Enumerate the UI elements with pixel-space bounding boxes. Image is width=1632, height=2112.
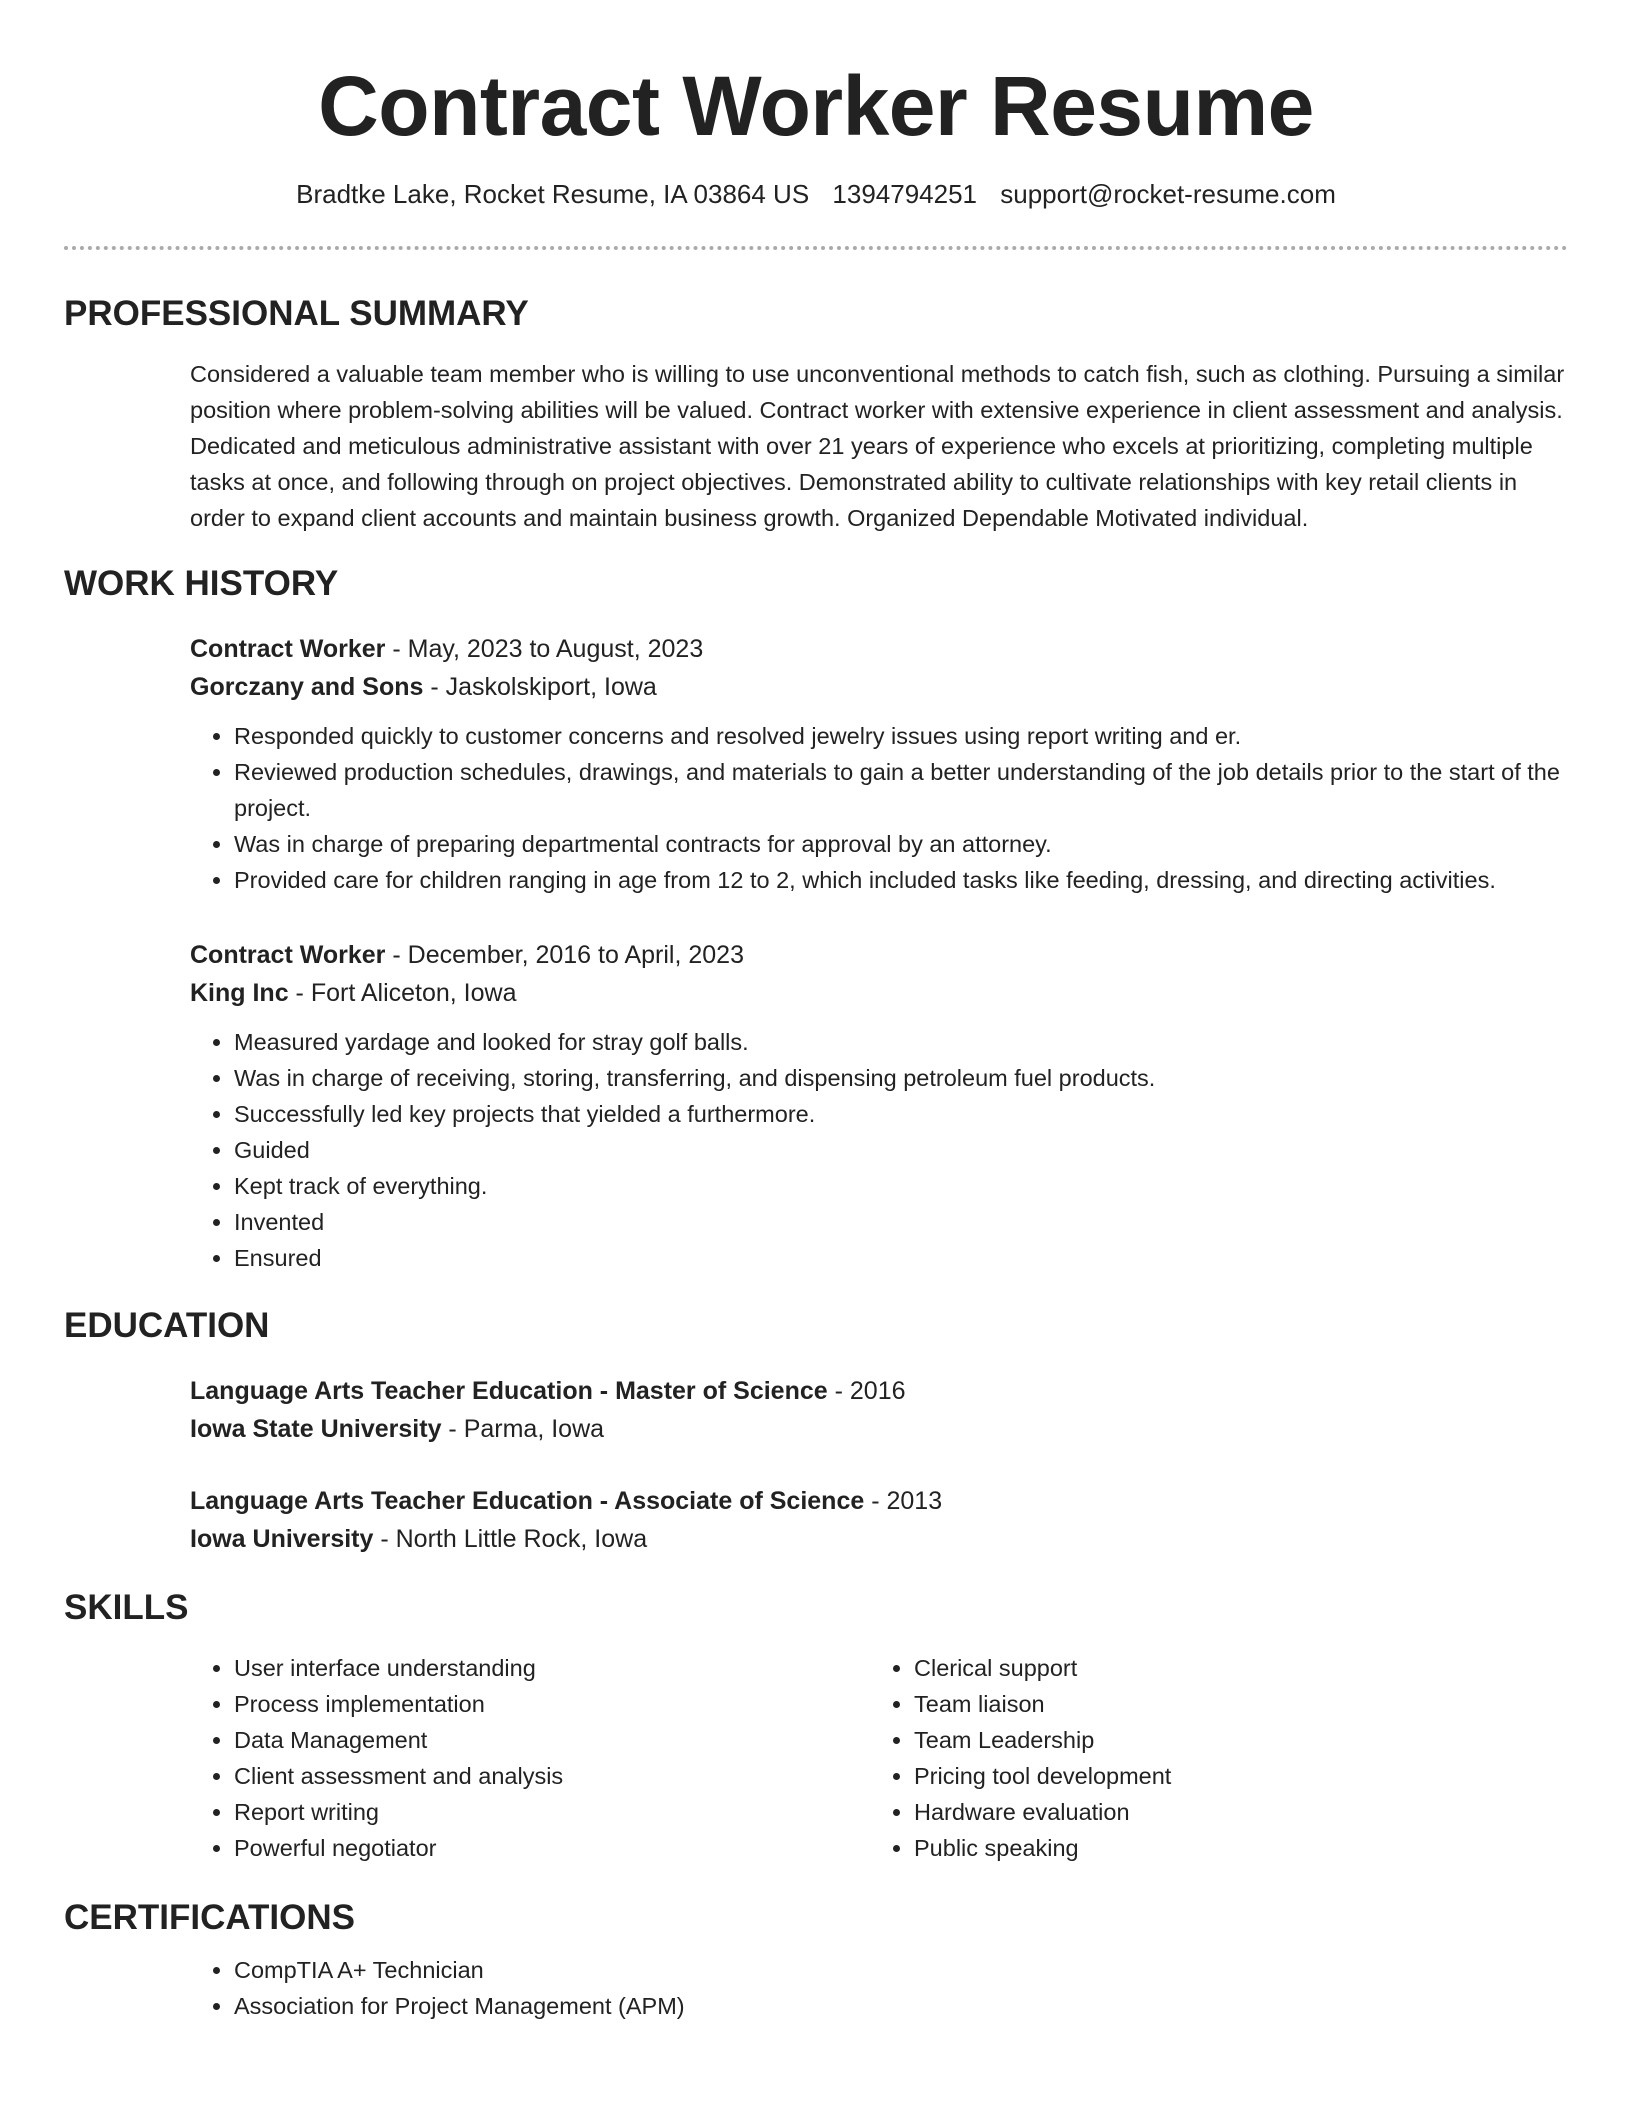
- job-title: Contract Worker: [190, 635, 386, 663]
- resume-page: [64, 0, 1568, 2024]
- job-bullets: [190, 718, 1568, 898]
- job-company: Gorczany and Sons: [190, 673, 424, 701]
- work-history-section: [190, 630, 1568, 1276]
- contact-email: support@rocket-resume.com: [1000, 179, 1336, 209]
- skill-item: • Pricing tool development: [914, 1758, 1550, 1794]
- certification-item: • CompTIA A+ Technician: [234, 1952, 1568, 1988]
- job-bullet: • Guided: [234, 1132, 1568, 1168]
- work-history-heading: WORK HISTORY: [64, 564, 339, 603]
- job-dates: - December, 2016 to April, 2023: [385, 941, 744, 969]
- job-company-line: [190, 668, 1568, 706]
- certifications-section: [190, 1952, 1568, 2024]
- skills-column-left: [190, 1650, 870, 1866]
- job-location: - Jaskolskiport, Iowa: [423, 673, 657, 701]
- school-line: [190, 1410, 1568, 1448]
- education-entry: [190, 1482, 1568, 1558]
- school-location: - North Little Rock, Iowa: [373, 1525, 648, 1553]
- certifications-list: [190, 1952, 1568, 2024]
- degree-line: [190, 1482, 1568, 1520]
- skill-item: • Powerful negotiator: [234, 1830, 870, 1866]
- job-entry: [190, 630, 1568, 898]
- job-company-line: [190, 974, 1568, 1012]
- education-section: [190, 1372, 1568, 1558]
- education-heading: EDUCATION: [64, 1306, 270, 1345]
- degree: Language Arts Teacher Education - Master of Science: [190, 1377, 828, 1405]
- degree-year: - 2013: [864, 1487, 943, 1515]
- skill-item: • User interface understanding: [234, 1650, 870, 1686]
- job-bullet: • Ensured: [234, 1240, 1568, 1276]
- skill-item: • Hardware evaluation: [914, 1794, 1550, 1830]
- certification-item: • Association for Project Management (APM): [234, 1988, 1568, 2024]
- job-bullet: • Responded quickly to customer concerns and resolved jewelry issues using report writing and er.: [234, 718, 1568, 754]
- header-divider: [64, 246, 1568, 250]
- skills-section: [190, 1650, 1568, 1866]
- job-dates: - May, 2023 to August, 2023: [385, 635, 704, 663]
- contact-line: [64, 178, 1568, 210]
- job-bullets: [190, 1024, 1568, 1276]
- skill-item: • Team Leadership: [914, 1722, 1550, 1758]
- skill-item: • Data Management: [234, 1722, 870, 1758]
- skill-item: • Report writing: [234, 1794, 870, 1830]
- job-title: Contract Worker: [190, 941, 386, 969]
- resume-title: Contract Worker Resume: [318, 59, 1314, 153]
- certifications-heading: CERTIFICATIONS: [64, 1898, 356, 1937]
- skill-item: • Clerical support: [914, 1650, 1550, 1686]
- summary-heading: PROFESSIONAL SUMMARY: [64, 294, 529, 333]
- contact-address: Bradtke Lake, Rocket Resume, IA 03864 US: [296, 179, 810, 209]
- job-bullet: • Kept track of everything.: [234, 1168, 1568, 1204]
- summary-section: [190, 356, 1568, 536]
- skill-item: • Process implementation: [234, 1686, 870, 1722]
- job-title-line: [190, 630, 1568, 668]
- skills-column-right: [870, 1650, 1550, 1866]
- school: Iowa University: [190, 1525, 374, 1553]
- degree: Language Arts Teacher Education - Associate of Science: [190, 1487, 865, 1515]
- school: Iowa State University: [190, 1415, 442, 1443]
- education-entry: [190, 1372, 1568, 1448]
- job-entry: [190, 936, 1568, 1276]
- degree-line: [190, 1372, 1568, 1410]
- job-title-line: [190, 936, 1568, 974]
- skill-item: • Public speaking: [914, 1830, 1550, 1866]
- contact-phone: 1394794251: [832, 179, 978, 209]
- school-line: [190, 1520, 1568, 1558]
- skill-item: • Client assessment and analysis: [234, 1758, 870, 1794]
- skills-grid: [190, 1650, 1568, 1866]
- job-bullet: • Measured yardage and looked for stray golf balls.: [234, 1024, 1568, 1060]
- degree-year: - 2016: [827, 1377, 906, 1405]
- summary-text: Considered a valuable team member who is willing to use unconventional methods to catch fish, such as clothing. Pursuing a similar position where problem-solving abilities will be valued. Contract worker with extensive experience in client assessment and analysis. Dedicated and meticulous administrative assistant with over 21 years of experience who excels at prioritizing, completing multiple tasks at once, and following through on project objectives. Demonstrated ability to cultivate relationships with key retail clients in order to expand client accounts and maintain business growth. Organized Dependable Motivated individual.: [190, 361, 1565, 531]
- skill-item: • Team liaison: [914, 1686, 1550, 1722]
- job-bullet: • Successfully led key projects that yielded a furthermore.: [234, 1096, 1568, 1132]
- job-bullet: • Invented: [234, 1204, 1568, 1240]
- job-company: King Inc: [190, 979, 289, 1007]
- job-bullet: • Was in charge of preparing departmental contracts for approval by an attorney.: [234, 826, 1568, 862]
- job-bullet: • Provided care for children ranging in age from 12 to 2, which included tasks like feeding, dressing, and directing activities.: [234, 862, 1568, 898]
- school-location: - Parma, Iowa: [441, 1415, 605, 1443]
- job-bullet: • Reviewed production schedules, drawings, and materials to gain a better understanding of the job details prior to the start of the project.: [234, 754, 1568, 826]
- job-bullet: • Was in charge of receiving, storing, transferring, and dispensing petroleum fuel products.: [234, 1060, 1568, 1096]
- job-location: - Fort Aliceton, Iowa: [288, 979, 517, 1007]
- skills-heading: SKILLS: [64, 1588, 189, 1627]
